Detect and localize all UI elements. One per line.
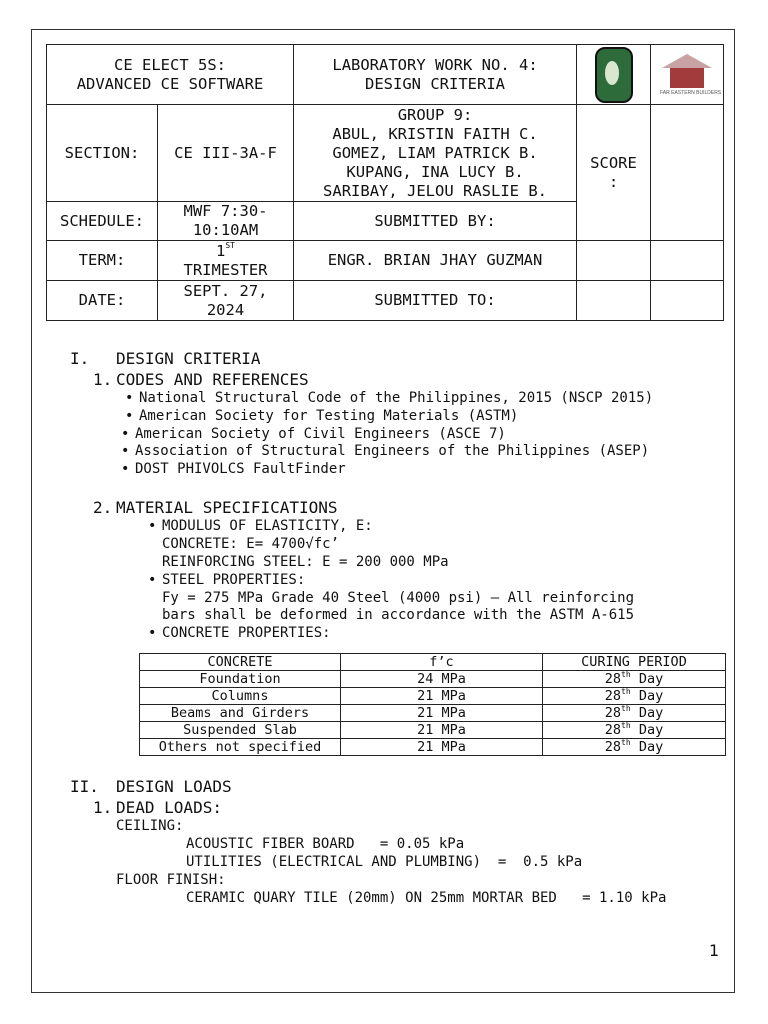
table-row: Columns 21 MPa 28th Day	[140, 688, 726, 705]
empty-cell	[577, 241, 651, 281]
subsection-heading: CODES AND REFERENCES	[116, 370, 309, 389]
load-category: CEILING:	[116, 818, 184, 834]
date-label: DATE:	[47, 281, 158, 321]
code-reference: • National Structural Code of the Philippines, 2015 (NSCP 2015)	[139, 390, 653, 407]
load-line: UTILITIES (ELECTRICAL AND PLUMBING) = 0.5 kPa	[186, 854, 583, 870]
term-label: TERM:	[47, 241, 158, 281]
code-reference: • Association of Structural Engineers of the Philippines (ASEP)	[135, 443, 649, 460]
spec-line: bars shall be deformed in accordance with the ASTM A-615	[162, 607, 635, 623]
subsection-number: 2.	[93, 498, 113, 517]
submitted-to-label: SUBMITTED TO:	[294, 281, 577, 321]
spec-line: Fy = 275 MPa Grade 40 Steel (4000 psi) – All reinforcing	[162, 590, 635, 606]
subsection-heading: DEAD LOADS:	[116, 798, 222, 817]
course-title: CE ELECT 5S: ADVANCED CE SOFTWARE	[47, 45, 294, 105]
load-line: CERAMIC QUARY TILE (20mm) ON 25mm MORTAR BED = 1.10 kPa	[186, 890, 667, 906]
instructor-name: ENGR. BRIAN JHAY GUZMAN	[294, 241, 577, 281]
builders-logo	[651, 45, 724, 105]
spec-label: • CONCRETE PROPERTIES:	[162, 625, 331, 642]
section-heading: DESIGN LOADS	[116, 777, 232, 796]
schedule-label: SCHEDULE:	[47, 202, 158, 241]
term-value: 1ST TRIMESTER	[158, 241, 294, 281]
submitted-by-label: SUBMITTED BY:	[294, 202, 577, 241]
subsection-number: 1.	[93, 370, 113, 389]
date-value: SEPT. 27, 2024	[158, 281, 294, 321]
header-table	[46, 44, 724, 321]
column-header: f’c	[341, 654, 543, 671]
page-number: 1	[709, 941, 720, 960]
spec-label: • STEEL PROPERTIES:	[162, 572, 305, 589]
load-line: ACOUSTIC FIBER BOARD = 0.05 kPa	[186, 836, 465, 852]
column-header: CURING PERIOD	[543, 654, 726, 671]
section-label: SECTION:	[47, 105, 158, 202]
score-box	[651, 105, 724, 241]
code-reference: • American Society of Civil Engineers (ASCE 7)	[135, 426, 506, 443]
table-row: Foundation 24 MPa 28th Day	[140, 671, 726, 688]
table-row: Suspended Slab 21 MPa 28th Day	[140, 722, 726, 739]
spec-line: REINFORCING STEEL: E = 200 000 MPa	[162, 554, 449, 570]
code-reference: • DOST PHIVOLCS FaultFinder	[135, 461, 346, 478]
code-reference: • American Society for Testing Materials (ASTM)	[139, 408, 518, 425]
section-number: II.	[70, 777, 99, 796]
group-members: GROUP 9: ABUL, KRISTIN FAITH C. GOMEZ, LIAM PATRICK B. KUPANG, INA LUCY B. SARIBAY, JELOU RASLIE B.	[294, 105, 577, 202]
schedule-value: MWF 7:30- 10:10AM	[158, 202, 294, 241]
table-row: Others not specified 21 MPa 28th Day	[140, 739, 726, 756]
spec-label: • MODULUS OF ELASTICITY, E:	[162, 518, 373, 535]
section-number: I.	[70, 349, 90, 368]
spec-line: CONCRETE: E= 4700√fc’	[162, 536, 340, 552]
empty-cell	[651, 281, 724, 321]
logo-caption: FAR EASTERN BUILDERS	[660, 89, 722, 96]
lab-title: LABORATORY WORK NO. 4: DESIGN CRITERIA	[294, 45, 577, 105]
empty-cell	[577, 281, 651, 321]
section-heading: DESIGN CRITERIA	[116, 349, 261, 368]
university-seal-logo	[577, 45, 651, 105]
subsection-number: 1.	[93, 798, 113, 817]
load-category: FLOOR FINISH:	[116, 872, 226, 888]
empty-cell	[651, 241, 724, 281]
concrete-properties-table	[139, 653, 726, 756]
table-header-row	[140, 654, 726, 671]
column-header: CONCRETE	[140, 654, 341, 671]
section-value: CE III-3A-F	[158, 105, 294, 202]
score-label: SCORE :	[577, 105, 651, 241]
subsection-heading: MATERIAL SPECIFICATIONS	[116, 498, 338, 517]
table-row: Beams and Girders 21 MPa 28th Day	[140, 705, 726, 722]
